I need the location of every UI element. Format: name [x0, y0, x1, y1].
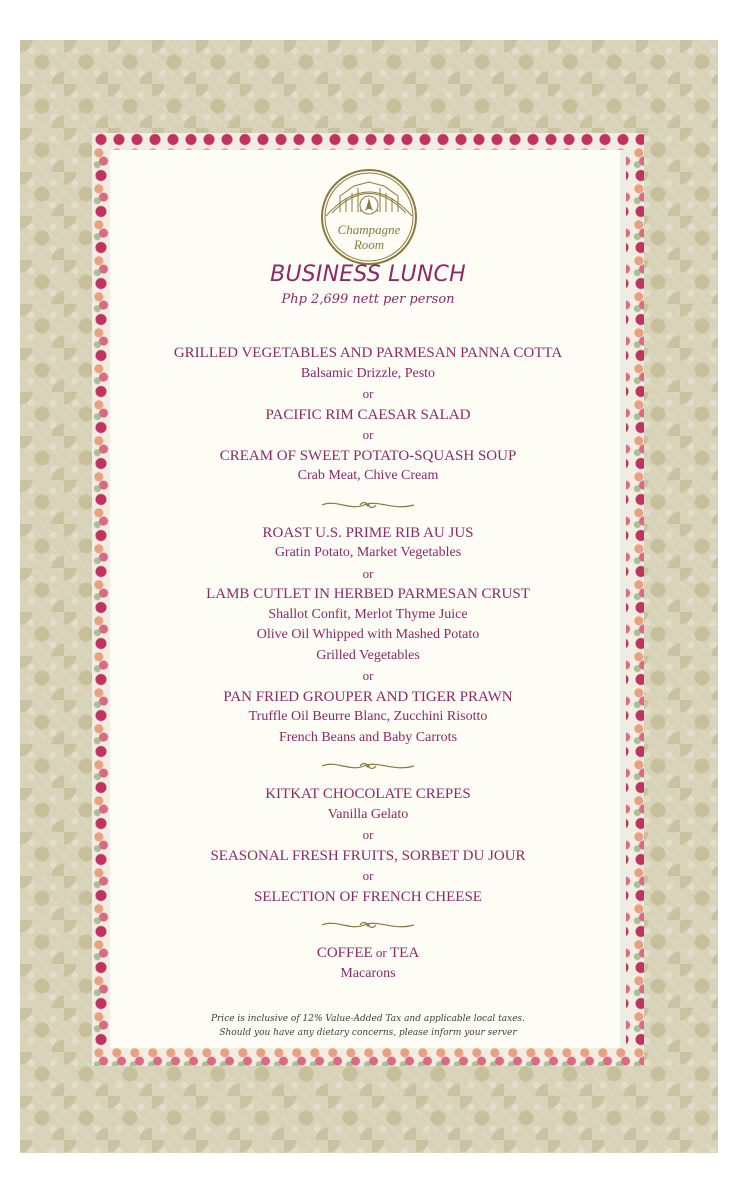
champagne-room-logo-icon	[320, 168, 418, 266]
dish-name: SEASONAL FRESH FRUITS, SORBET DU JOUR	[210, 847, 526, 864]
macarons-item: Macarons	[340, 965, 396, 981]
dish-name: KITKAT CHOCOLATE CREPES	[265, 786, 471, 802]
or-separator: or	[362, 386, 374, 401]
dish-description: Gratin Potato, Market Vegetables	[274, 545, 462, 560]
or-separator: or	[362, 868, 374, 883]
coffee-tea-item	[110, 943, 626, 964]
footer-line-1: Price is inclusive of 12% Value-Added Tax and applicable local taxes.	[210, 1014, 526, 1024]
section-divider	[110, 907, 626, 943]
dish-name: PAN FRIED GROUPER AND TIGER PRAWN	[223, 688, 513, 705]
menu-title: BUSINESS LUNCH	[270, 262, 466, 287]
menu-section	[110, 523, 626, 749]
dish-description: Crab Meat, Chive Cream	[297, 468, 439, 483]
dish-name: CREAM OF SWEET POTATO-SQUASH SOUP	[219, 447, 517, 464]
menu-body	[110, 343, 626, 984]
tea-label: TEA	[390, 945, 420, 961]
menu-section	[110, 784, 626, 907]
flourish-divider-icon	[320, 498, 416, 512]
footer-line-2: Should you have any dietary concerns, please inform your server	[219, 1028, 517, 1038]
logo-line-1: Champagne	[337, 222, 401, 237]
flourish-divider-icon	[320, 759, 416, 773]
section-divider	[110, 487, 626, 523]
menu-section	[110, 343, 626, 487]
dish-description: Olive Oil Whipped with Mashed Potato	[256, 627, 480, 642]
or-separator: or	[362, 668, 374, 683]
or-separator: or	[362, 565, 374, 581]
menu-price: Php 2,699 nett per person	[281, 292, 455, 307]
footer-note	[110, 1012, 626, 1040]
dish-description: Grilled Vegetables	[316, 647, 420, 663]
menu-section	[110, 943, 626, 984]
dish-name: SELECTION OF FRENCH CHEESE	[254, 888, 482, 905]
coffee-label: COFFEE	[316, 945, 373, 961]
logo-line-2: Room	[353, 237, 385, 252]
dish-description: Vanilla Gelato	[327, 806, 409, 822]
or-separator: or	[362, 827, 374, 842]
dish-description: Truffle Oil Beurre Blanc, Zucchini Risotto	[248, 709, 488, 724]
or-separator: or	[362, 427, 374, 442]
dish-name: LAMB CUTLET IN HERBED PARMESAN CRUST	[206, 586, 530, 602]
dish-description: Balsamic Drizzle, Pesto	[300, 365, 436, 381]
dish-name: PACIFIC RIM CAESAR SALAD	[265, 406, 471, 423]
dish-name: ROAST U.S. PRIME RIB AU JUS	[262, 524, 474, 541]
dish-name: GRILLED VEGETABLES AND PARMESAN PANNA COTTA	[173, 345, 563, 361]
flourish-divider-icon	[320, 918, 416, 932]
or-label: or	[372, 945, 391, 960]
dish-description: French Beans and Baby Carrots	[278, 729, 458, 745]
dish-description: Shallot Confit, Merlot Thyme Juice	[268, 606, 468, 622]
section-divider	[110, 748, 626, 784]
